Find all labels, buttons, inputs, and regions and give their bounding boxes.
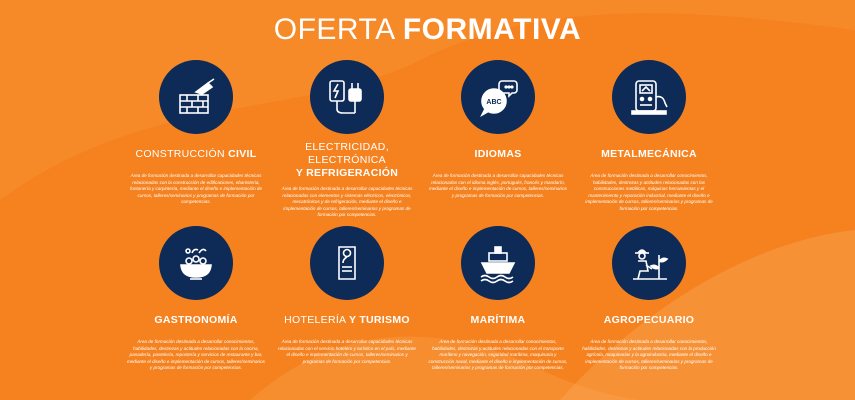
salad-bowl-icon (159, 226, 233, 300)
card-agropecuario[interactable] (569, 226, 729, 372)
ship-icon (461, 226, 535, 300)
electric-plug-icon (310, 60, 384, 134)
card-title: CONSTRUCCIÓN CIVIL (135, 147, 257, 160)
door-hanger-icon (310, 226, 384, 300)
card-title: MARÍTIMA (470, 313, 526, 326)
card-metalmecanica[interactable] (569, 60, 729, 213)
card-gastronomia[interactable] (116, 226, 276, 372)
card-description: Área de formación destinada a desarrollar capacidades técnicas relacionadas con la construcción de edificaciones, ebanistería, fontanería y carpintería, mediante el diseño e implementación de cursos, talleres/seminarios y programas de formación por competencias. (129, 173, 263, 205)
brick-wall-trowel-icon (159, 60, 233, 134)
speech-bubbles-icon (461, 60, 535, 134)
card-construccion-civil[interactable] (116, 60, 276, 206)
title-bold-part: FORMATIVA (402, 13, 582, 46)
card-description: Área de formación destinada a desarrollar conocimientos, habilidades, destrezas y actitudes relacionadas con las construcciones metálicas, máquinas herramientas y el mantenimiento y reparación industrial, mediante el diseño e implementación de cursos, talleres/seminarios y programas de formación por competencias. (585, 173, 713, 211)
card-description: Área de formación destinada a desarrollar capacidades técnicas relacionadas con el idioma inglés, portugués, francés y mandarín, mediante el diseño e implementación de cursos, talleres/seminarios y programas de formación por competencias. (429, 173, 567, 198)
card-title: AGROPECUARIO (603, 313, 695, 326)
card-description: Área de formación destinada a desarrollar conocimientos, habilidades, destrezas y actitudes relacionadas con el transporte marítimo y navegación, seguridad marítima, maquinaria y construcción naval, mediante el diseño e implementación de cursos, talleres/seminarios y programas de formación por competencias. (428, 339, 568, 371)
card-description: Área de formación destinada a desarrollar conocimientos, habilidades, destrezas y actitudes relacionadas con la producción agrícola, maquinarias y la agroindustria, mediante el diseño e implementación de cursos, talleres/seminarios y programas de formación por competencias. (582, 339, 716, 371)
card-idiomas[interactable] (418, 60, 578, 199)
card-hoteleria-turismo[interactable] (267, 226, 427, 365)
card-description: Área de formación destinada a desarrollar capacidades técnicas relacionadas con elementos y sistemas eléctricos, electrónicos, mecatrónicos y de refrigeración, mediante el diseño e implementación de cursos, talleres/seminarios y programas de formación por competencias. (281, 186, 413, 218)
card-title: HOTELERÍA Y TURISMO (284, 313, 410, 326)
card-description: Área de formación destinada a desarrollar conocimientos, habilidades, destrezas y actitudes relacionadas con la cocina, panadería, pastelería, repostería y servicios de restaurante y bar, mediante el diseño e implementación de cursos, talleres/seminarios y programas de formación por competencias. (127, 339, 265, 371)
card-electricidad[interactable] (267, 60, 427, 219)
card-title: ELECTRICIDAD, ELECTRÓNICA Y REFRIGERACIÓN (295, 141, 399, 179)
card-title: GASTRONOMÍA (154, 313, 238, 326)
course-grid (129, 60, 729, 390)
card-title: METALMECÁNICA (601, 147, 697, 160)
svg-text:ABC: ABC (486, 99, 502, 106)
farmer-plant-icon (612, 226, 686, 300)
card-description: Área de formación destinada a desarrollar capacidades técnicas relacionadas con el servicio hotelero y turístico en el país, mediante el diseño e implementación de cursos, talleres/seminarios y programas de formación por competencias. (278, 339, 416, 364)
page-title (0, 12, 855, 48)
card-title: IDIOMAS (474, 147, 522, 160)
welding-machine-icon (612, 60, 686, 134)
card-maritima[interactable] (418, 226, 578, 372)
title-light-part: OFERTA (273, 13, 395, 46)
